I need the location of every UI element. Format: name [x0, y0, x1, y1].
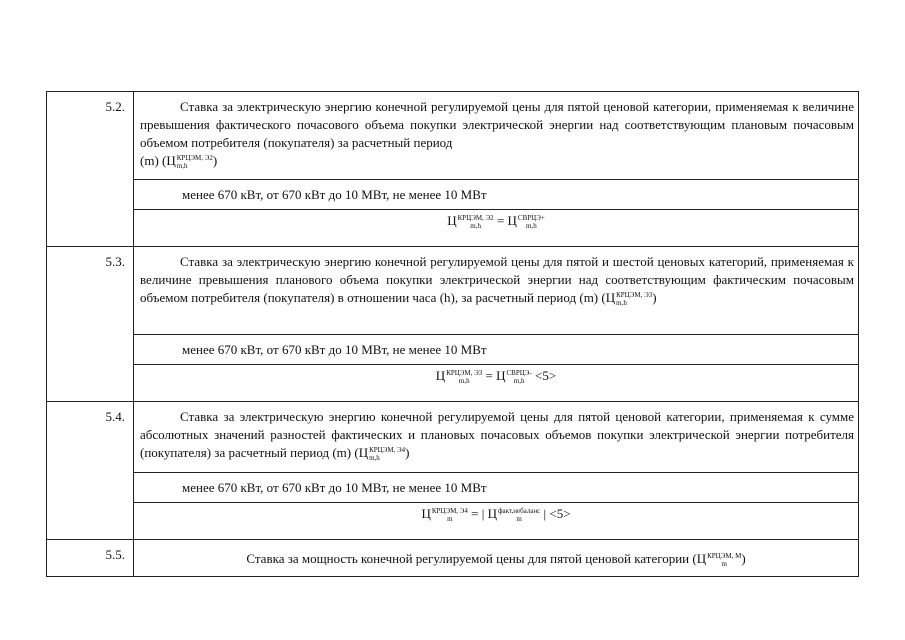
row-number: 5.2. — [47, 92, 134, 247]
power-range-label: менее 670 кВт, от 670 кВт до 10 МВт, не менее 10 МВт — [182, 342, 487, 357]
formula: Ц КРЦЭМ, Э4 m = | Ц факт,небаланс m | <5> — [421, 506, 571, 524]
row-number: 5.4. — [47, 402, 134, 540]
table-row — [47, 180, 859, 210]
row-description: Ставка за мощность конечной регулируемой цены для пятой ценовой категории (Ц КРЦЭМ, М m ) — [246, 551, 746, 569]
row-description: Ставка за электрическую энергию конечной регулируемой цены для пятой и шестой ценовых категорий, применяемая к величине превышения планового объема покупки электрической энергии над соответствующим фактическим почасовым объемом потребителя (покупателя) в отношении часа (h), за расчетный период (m) (Ц КРЦЭМ, Э3 m,h ) — [140, 254, 854, 308]
table-row — [47, 473, 859, 503]
row-number: 5.5. — [47, 540, 134, 577]
table-row — [47, 402, 859, 473]
row-number: 5.3. — [47, 247, 134, 402]
table-row — [47, 92, 859, 180]
table-row — [47, 503, 859, 540]
table-row — [47, 365, 859, 402]
row-description: Ставка за электрическую энергию конечной регулируемой цены для пятой ценовой категории, применяемая к величине превышения фактического почасового объема покупки электрической энергии над соответствующим плановым почасовым объемом потребителя (покупателя) за расчетный период (m) (Ц КРЦЭМ, Э2 m,h ) — [140, 99, 854, 171]
power-range-label: менее 670 кВт, от 670 кВт до 10 МВт, не менее 10 МВт — [182, 480, 487, 495]
table-row — [47, 335, 859, 365]
table-row — [47, 247, 859, 335]
power-range-label: менее 670 кВт, от 670 кВт до 10 МВт, не менее 10 МВт — [182, 187, 487, 202]
table-row — [47, 540, 859, 577]
table-row — [47, 210, 859, 247]
formula: Ц КРЦЭМ, Э3 m,h = Ц СВРЦЭ- m,h <5> — [435, 368, 557, 386]
tariff-table — [46, 91, 859, 577]
row-description: Ставка за электрическую энергию конечной регулируемой цены для пятой ценовой категории, применяемая к сумме абсолютных значений разностей фактических и плановых почасовых объемов покупки электрической энергии потребителя (покупателя) за расчетный период (m) (Ц КРЦЭМ, Э4 m,h ) — [140, 409, 854, 463]
formula: Ц КРЦЭМ, Э2 m,h = Ц СВРЦЭ+ m,h — [447, 213, 545, 231]
